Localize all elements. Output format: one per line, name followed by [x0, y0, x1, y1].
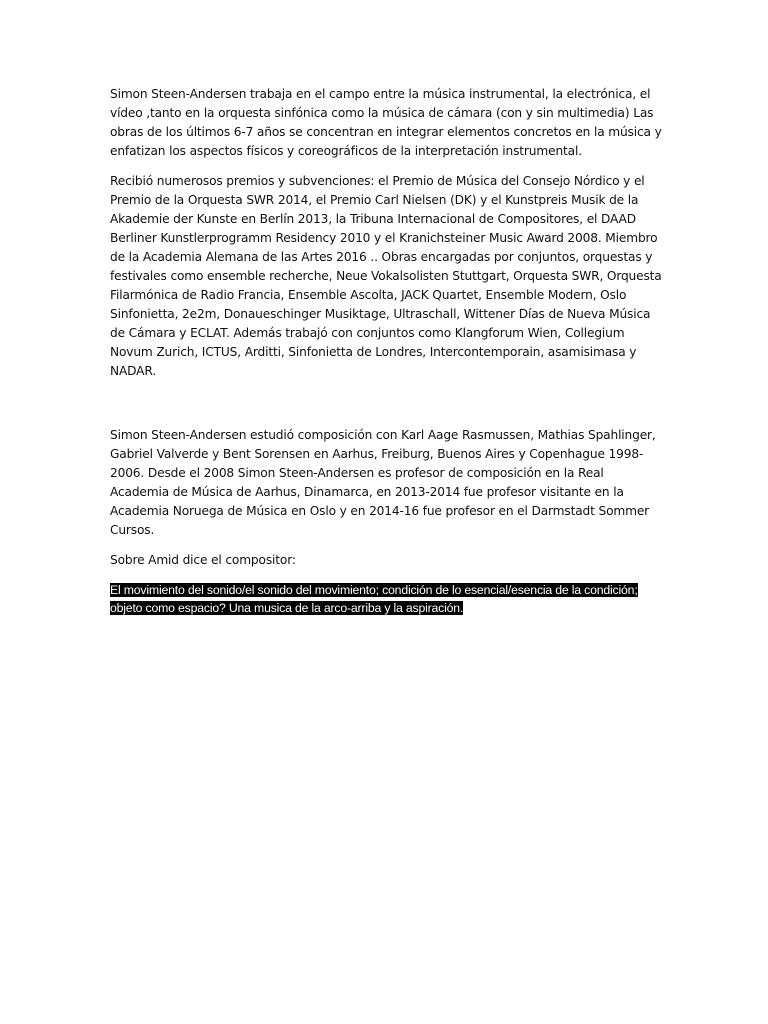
paragraph-studies: Simon Steen-Andersen estudió composición con Karl Aage Rasmussen, Mathias Spahlinger, Gabriel Valverde y Bent Sorensen en Aarhus, Freiburg, Buenos Aires y Copenhague 1998-2006. Desde el 2008 Simon Steen-Andersen es profesor de composición en la Real Academia de Música de Aarhus, Dinamarca, en 2013-2014 fue profesor visitante en la Academia Noruega de Música en Oslo y en 2014-16 fue profesor en el Darmstadt Sommer Cursos.: [110, 428, 656, 537]
quote-block: [110, 581, 662, 617]
highlighted-quote: El movimiento del sonido/el sonido del movimiento; condición de lo esencial/esencia de la condición; objeto como espacio? Una musica de la arco-arriba y la aspiración.: [110, 583, 638, 615]
paragraph-intro: Simon Steen-Andersen trabaja en el campo entre la música instrumental, la electrónica, el vídeo ,tanto en la orquesta sinfónica como la música de cámara (con y sin multimedia) Las obras de los últimos 6-7 años se concentran en integrar elementos concretos en la música y enfatizan los aspectos físicos y coreográficos de la interpretación instrumental.: [110, 87, 662, 158]
document-body: [110, 85, 662, 617]
paragraph-amid-intro: Sobre Amid dice el compositor:: [110, 553, 296, 567]
paragraph-awards: Recibió numerosos premios y subvenciones: el Premio de Música del Consejo Nórdico y el Premio de la Orquesta SWR 2014, el Premio Carl Nielsen (DK) y el Kunstpreis Musik de la Akademie der Kunste en Berlín 2013, la Tribuna Internacional de Compositores, el DAAD Berliner Kunstlerprogramm Residency 2010 y el Kranichsteiner Music Award 2008. Miembro de la Academia Alemana de las Artes 2016 .. Obras encargadas por conjuntos, orquestas y festivales como ensemble recherche, Neue Vokalsolisten Stuttgart, Orquesta SWR, Orquesta Filarmónica de Radio Francia, Ensemble Ascolta, JACK Quartet, Ensemble Modern, Oslo Sinfonietta, 2e2m, Donaueschinger Musiktage, Ultraschall, Wittener Días de Nueva Música de Cámara y ECLAT. Además trabajó con conjuntos como Klangforum Wien, Collegium Novum Zurich, ICTUS, Arditti, Sinfonietta de Londres, Intercontemporain, asamisimasa y NADAR.: [110, 174, 662, 378]
paragraph-spacer: [110, 392, 662, 426]
